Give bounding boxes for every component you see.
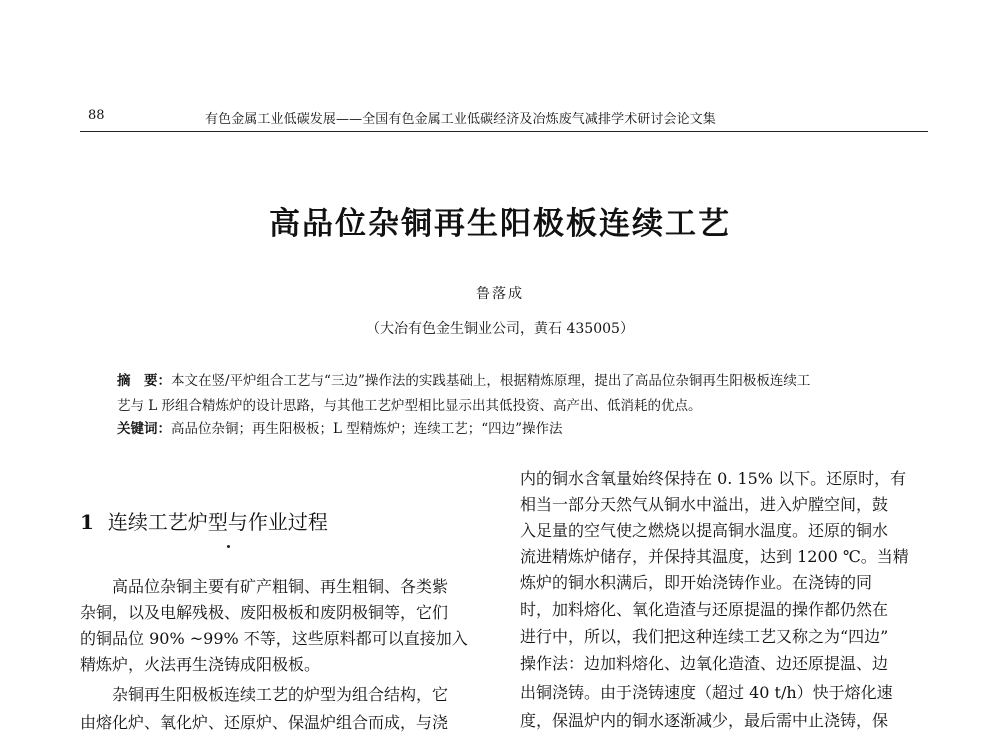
right-column-line: 进行中，所以，我们把这种连续工艺又称之为“四边” — [520, 627, 889, 646]
section-number: 1 — [80, 510, 94, 534]
abstract-label: 摘 要： — [117, 373, 171, 389]
left-column-line: 杂铜再生阳极板连续工艺的炉型为组合结构，它 — [80, 685, 449, 704]
abstract-line: 艺与 L 形组合精炼炉的设计思路，与其他工艺炉型相比显示出其低投资、高产出、低消耗的优点。 — [117, 398, 702, 414]
right-column-line: 度，保温炉内的铜水逐渐减少，最后需中止浇铸，保 — [520, 711, 889, 730]
right-column-line: 入足量的空气使之燃烧以提高铜水温度。还原的铜水 — [520, 521, 889, 540]
right-column-line: 操作法：边加料熔化、边氧化造渣、边还原提温、边 — [520, 654, 889, 673]
author: 鲁落成 — [476, 286, 524, 302]
stray-dot-mark — [227, 545, 230, 548]
abstract-text: 本文在竖/平炉组合工艺与“三边”操作法的实践基础上，根据精炼原理，提出了高品位杂铜再生阳极板连续工 — [171, 373, 811, 389]
left-column-line: 的铜品位 90% ~99% 不等，这些原料都可以直接加入 — [80, 629, 468, 648]
left-column-line: 杂铜，以及电解残极、废阳极板和废阴极铜等，它们 — [80, 603, 449, 622]
keywords-text: 高品位杂铜；再生阳极板；L 型精炼炉；连续工艺；“四边”操作法 — [171, 421, 563, 437]
right-column-line: 相当一部分天然气从铜水中溢出，进入炉膛空间，鼓 — [520, 495, 889, 514]
paper-title: 高品位杂铜再生阳极板连续工艺 — [269, 206, 731, 242]
left-column-line: 精炼炉，火法再生浇铸成阳极板。 — [80, 655, 321, 674]
keywords-line — [117, 417, 563, 437]
abstract-line — [117, 369, 810, 389]
keywords-label: 关键词： — [117, 421, 171, 437]
page-number: 88 — [88, 108, 105, 123]
right-column-line: 炼炉的铜水积满后，即开始浇铸作业。在浇铸的同 — [520, 573, 873, 592]
left-column-line: 高品位杂铜主要有矿产粗铜、再生粗铜、各类紫 — [80, 577, 449, 596]
right-column-line: 时，加料熔化、氧化造渣与还原提温的操作都仍然在 — [520, 600, 889, 619]
header-rule — [80, 131, 928, 132]
right-column-line: 出铜浇铸。由于浇铸速度（超过 40 t/h）快于熔化速 — [520, 683, 893, 702]
affiliation: （大冶有色金生铜业公司，黄石 435005） — [366, 321, 634, 337]
section-title: 连续工艺炉型与作业过程 — [107, 510, 328, 534]
right-column-line: 流进精炼炉储存，并保持其温度，达到 1200 ℃。当精 — [520, 547, 909, 566]
right-column-line: 内的铜水含氧量始终保持在 0. 15% 以下。还原时，有 — [520, 469, 907, 488]
section-heading — [80, 506, 328, 535]
running-header: 有色金属工业低碳发展——全国有色金属工业低碳经济及冶炼废气减排学术研讨会论文集 — [205, 112, 716, 127]
left-column-line: 由熔化炉、氧化炉、还原炉、保温炉组合而成，与浇 — [80, 713, 449, 732]
